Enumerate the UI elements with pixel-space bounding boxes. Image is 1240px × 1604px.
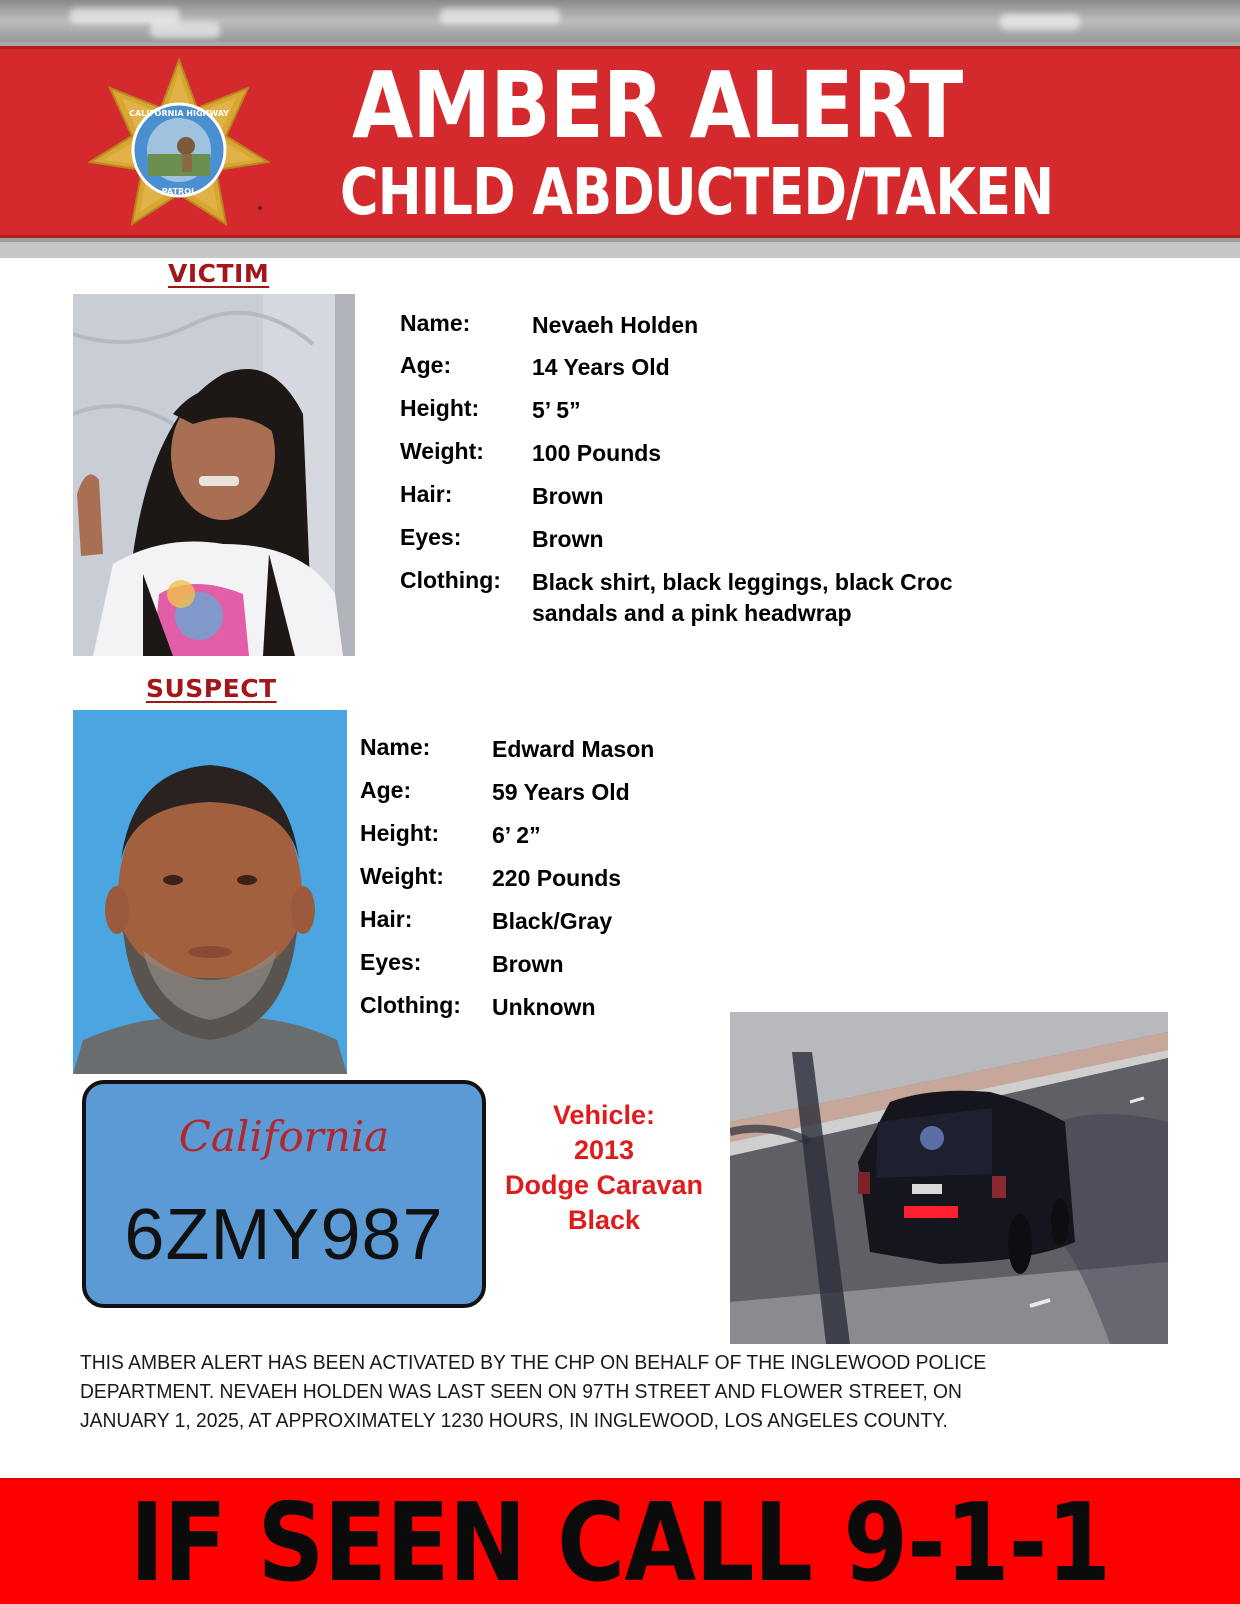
victim-clothing: Black shirt, black leggings, black Croc <box>532 569 953 595</box>
alert-description <box>80 1348 1114 1435</box>
suspect-hair-row <box>360 906 613 934</box>
field-label: Weight: <box>360 863 444 889</box>
field-label: Age: <box>360 777 412 803</box>
suspect-weight-row <box>360 863 622 891</box>
victim-name: Nevaeh Holden <box>532 312 699 338</box>
field-label: Hair: <box>360 906 413 932</box>
vehicle-year: 2013 <box>573 1135 635 1165</box>
footer-banner <box>0 1478 1240 1604</box>
description-line: JANUARY 1, 2025, AT APPROXIMATELY 1230 HOURS, IN INGLEWOOD, LOS ANGELES COUNTY. <box>80 1409 948 1432</box>
victim-details <box>400 310 1100 640</box>
vehicle-label: Vehicle: <box>552 1100 656 1130</box>
field-label: Clothing: <box>400 567 501 593</box>
victim-eyes: Brown <box>532 526 604 552</box>
police-light-decoration <box>150 22 220 38</box>
victim-weight-row <box>400 438 662 466</box>
vehicle-make-model: Dodge Caravan <box>504 1170 704 1200</box>
vehicle-description <box>484 1098 724 1238</box>
victim-age: 14 Years Old <box>532 354 670 380</box>
victim-age-row <box>400 352 670 380</box>
plate-state: California <box>178 1112 390 1161</box>
vehicle-color: Black <box>567 1205 641 1235</box>
suspect-hair: Black/Gray <box>492 908 613 934</box>
victim-eyes-row <box>400 524 604 552</box>
suspect-section-label: SUSPECT <box>146 674 277 703</box>
victim-photo <box>73 294 355 656</box>
suspect-clothing: Unknown <box>492 994 596 1020</box>
victim-name-row <box>400 310 699 338</box>
suspect-name: Edward Mason <box>492 736 655 762</box>
license-plate <box>82 1080 486 1308</box>
suspect-clothing-row <box>360 992 596 1020</box>
suspect-age-row <box>360 777 630 805</box>
field-label: Weight: <box>400 438 484 464</box>
victim-height: 5’ 5” <box>532 397 581 423</box>
alert-subtitle: CHILD ABDUCTED/TAKEN <box>340 156 1054 230</box>
field-label: Hair: <box>400 481 453 507</box>
description-line: DEPARTMENT. NEVAEH HOLDEN WAS LAST SEEN ON 97TH STREET AND FLOWER STREET, ON <box>80 1380 962 1403</box>
victim-clothing-row <box>400 567 953 626</box>
chp-star-badge-icon <box>88 58 270 230</box>
svg-text:CALIFORNIA HIGHWAY: CALIFORNIA HIGHWAY <box>129 109 229 118</box>
suspect-age: 59 Years Old <box>492 779 630 805</box>
suspect-eyes: Brown <box>492 951 564 977</box>
field-label: Age: <box>400 352 452 378</box>
police-light-decoration <box>440 8 560 24</box>
vehicle-photo <box>730 1012 1168 1344</box>
field-label: Eyes: <box>360 949 422 975</box>
field-label: Eyes: <box>400 524 462 550</box>
field-label: Name: <box>400 310 471 336</box>
field-label: Height: <box>360 820 440 846</box>
field-label: Height: <box>400 395 480 421</box>
victim-height-row <box>400 395 581 423</box>
svg-text:PATROL: PATROL <box>161 187 197 196</box>
description-line: THIS AMBER ALERT HAS BEEN ACTIVATED BY THE CHP ON BEHALF OF THE INGLEWOOD POLICE <box>80 1351 987 1374</box>
victim-hair-row <box>400 481 604 509</box>
police-light-decoration <box>1000 14 1080 30</box>
victim-weight: 100 Pounds <box>532 440 662 466</box>
suspect-photo <box>73 710 347 1074</box>
suspect-height-row <box>360 820 541 848</box>
field-label: Name: <box>360 734 431 760</box>
suspect-eyes-row <box>360 949 564 977</box>
suspect-details <box>360 734 780 1034</box>
suspect-name-row <box>360 734 655 762</box>
victim-section-label: VICTIM <box>168 259 270 288</box>
call-911-text: IF SEEN CALL 9-1-1 <box>129 1481 1111 1604</box>
victim-clothing-line2: sandals and a pink headwrap <box>532 600 852 626</box>
plate-number: 6ZMY987 <box>124 1195 444 1275</box>
alert-title: AMBER ALERT <box>352 52 963 159</box>
field-label: Clothing: <box>360 992 461 1018</box>
suspect-height: 6’ 2” <box>492 822 541 848</box>
suspect-weight: 220 Pounds <box>492 865 622 891</box>
victim-hair: Brown <box>532 483 604 509</box>
